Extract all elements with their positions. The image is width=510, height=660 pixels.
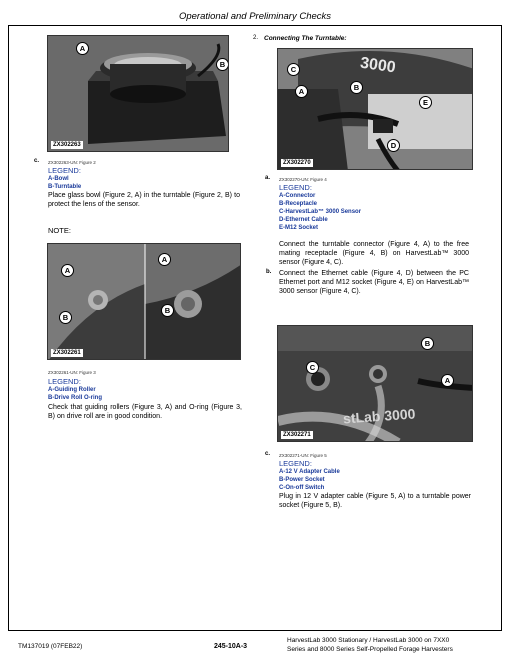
figure-4-photo-label: 3000 — [359, 54, 397, 77]
figure-3-caption: ZX302261-UN: Figure 3 — [48, 370, 96, 375]
figure-5-legend-title: LEGEND: — [279, 459, 312, 468]
figure-3-photo — [47, 243, 241, 360]
figure-4-legend-item: D-Ethernet Cable — [279, 217, 328, 223]
figure-5-step-letter: c. — [265, 451, 271, 457]
figure-5-legend-item: B-Power Socket — [279, 477, 325, 483]
figure-4-callout-a: A — [295, 85, 308, 98]
figure-2-instruction: Place glass bowl (Figure 2, A) in the turntable (Figure 2, B) to protect the lens of the sensor. — [48, 192, 240, 208]
figure-3-legend-title: LEGEND: — [48, 377, 81, 386]
step-2-title: Connecting The Turntable: — [264, 35, 347, 42]
figure-4-callout-b: B — [350, 81, 363, 94]
figure-4-callout-d: D — [387, 139, 400, 152]
figure-4-step-b-letter: b. — [266, 269, 272, 275]
step-2-number: 2. — [253, 35, 259, 41]
figure-4-instruction-b: Connect the Ethernet cable (Figure 4, D) between the PC Ethernet port and M12 socket (Figure 4, E) on HarvestLab™ 3000 sensor (Figure 4, C). — [279, 270, 469, 295]
figure-3-photo-id: ZX302261 — [53, 350, 81, 356]
figure-2-photo — [47, 35, 229, 152]
figure-4-legend-item: E-M12 Socket — [279, 225, 319, 231]
footer-title-line-2: Series and 8000 Series Self-Propelled Forage Harvesters — [287, 646, 453, 653]
figure-3-callout-a: A — [61, 264, 74, 277]
figure-4-legend-item: B-Receptacle — [279, 201, 318, 207]
note-label: NOTE: — [48, 226, 71, 235]
figure-4-step-letter: a. — [265, 175, 271, 181]
figure-2-legend-item: B-Turntable — [48, 184, 82, 190]
figure-3-instruction: Check that guiding rollers (Figure 3, A) and O-ring (Figure 3, B) on drive roll are in good condition. — [48, 404, 242, 420]
figure-2-callout-a: A — [76, 42, 89, 55]
figure-2-photo-id: ZX302263 — [53, 142, 81, 148]
figure-2-legend-title: LEGEND: — [48, 166, 81, 175]
figure-2-step-letter: c. — [34, 158, 40, 164]
figure-5-photo-label: stLab 3000 — [342, 405, 416, 427]
figure-5-callout-b: B — [421, 337, 434, 350]
footer-page-number: 245-10A-3 — [214, 643, 248, 650]
figure-4-photo-id: ZX302270 — [283, 160, 311, 166]
page-right-border — [501, 25, 502, 630]
header-rule — [8, 25, 502, 26]
figure-4-photo — [277, 48, 473, 170]
page-left-border — [8, 25, 9, 630]
figure-3-legend-item: A-Guiding Roller — [48, 387, 96, 393]
figure-4-callout-e: E — [419, 96, 432, 109]
figure-2-callout-b: B — [216, 58, 229, 71]
page-header-title: Operational and Preliminary Checks — [178, 11, 332, 22]
figure-3-callout-a: A — [158, 253, 171, 266]
figure-4-legend-item: C-HarvestLab™ 3000 Sensor — [279, 209, 362, 215]
figure-5-callout-a: A — [441, 374, 454, 387]
footer-doc-id: TM137019 (07FEB22) — [18, 643, 83, 650]
figure-5-photo-id: ZX302271 — [283, 432, 311, 438]
figure-2-legend-item: A-Bowl — [48, 176, 69, 182]
figure-5-caption: ZX302271-UN: Figure 5 — [279, 453, 327, 458]
figure-5-instruction: Plug in 12 V adapter cable (Figure 5, A) to a turntable power socket (Figure 5, B). — [279, 493, 471, 509]
figure-4-legend-item: A-Connector — [279, 193, 316, 199]
figure-5-callout-c: C — [306, 361, 319, 374]
figure-4-instruction-a: Connect the turntable connector (Figure 4, A) to the free mating receptacle (Figure 4, B) on HarvestLab™ 3000 sensor (Figure 4, C). — [279, 241, 469, 266]
figure-5-legend-item: C-On-off Switch — [279, 485, 325, 491]
roller-illustration — [48, 244, 241, 360]
figure-2-caption: ZX302263-UN: Figure 2 — [48, 160, 96, 165]
figure-4-caption: ZX302270-UN: Figure 4 — [279, 177, 327, 182]
footer-rule — [8, 630, 502, 631]
footer-title-line-1: HarvestLab 3000 Stationary / HarvestLab 3000 on 7XX0 — [287, 637, 450, 644]
turntable-bowl-illustration — [48, 36, 229, 152]
figure-4-callout-c: C — [287, 63, 300, 76]
figure-3-legend-item: B-Drive Roll O-ring — [48, 395, 103, 401]
figure-3-callout-b: B — [59, 311, 72, 324]
figure-5-photo — [277, 325, 473, 442]
figure-3-callout-b: B — [161, 304, 174, 317]
figure-5-legend-item: A-12 V Adapter Cable — [279, 469, 340, 475]
figure-4-legend-title: LEGEND: — [279, 183, 312, 192]
